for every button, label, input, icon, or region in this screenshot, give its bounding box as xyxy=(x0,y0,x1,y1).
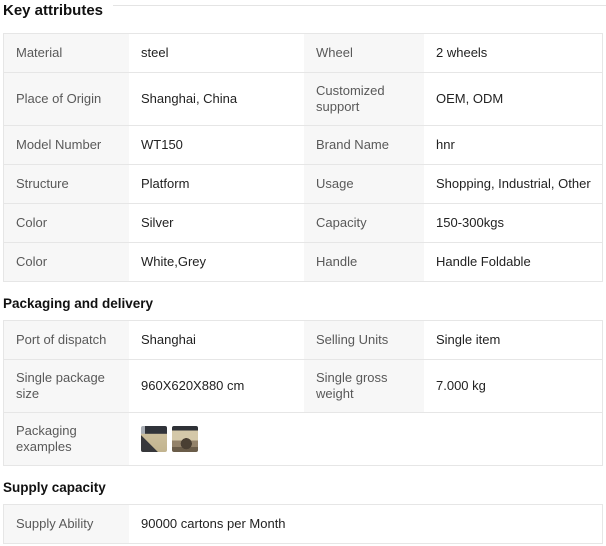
attr-value: 7.000 kg xyxy=(436,378,486,393)
key-attributes-title: Key attributes xyxy=(3,2,104,19)
attr-value: 960X620X880 cm xyxy=(141,378,245,393)
attr-label: Brand Name xyxy=(304,126,424,164)
attr-label: Material xyxy=(4,34,129,72)
attr-value: 2 wheels xyxy=(436,45,488,60)
table-row xyxy=(4,164,602,203)
key-attributes-table xyxy=(3,33,603,282)
attr-label: Color xyxy=(4,243,129,281)
table-row xyxy=(4,242,602,281)
carton-stack-photo-2[interactable] xyxy=(172,426,198,452)
attr-label: Wheel xyxy=(304,34,424,72)
product-attributes-page xyxy=(0,2,606,544)
table-row xyxy=(4,505,602,543)
packaging-example-thumbnails xyxy=(129,413,602,465)
attr-label: Place of Origin xyxy=(4,73,129,125)
packaging-title: Packaging and delivery xyxy=(3,296,154,311)
attr-value: hnr xyxy=(436,137,455,152)
table-row xyxy=(4,321,602,359)
attr-label: Structure xyxy=(4,165,129,203)
attr-value: White,Grey xyxy=(141,254,207,269)
table-row xyxy=(4,203,602,242)
attr-label: Single package size xyxy=(4,360,129,412)
table-row xyxy=(4,72,602,125)
heading-divider xyxy=(113,5,606,6)
attr-label: Single gross weight xyxy=(304,360,424,412)
table-row xyxy=(4,34,602,72)
attr-label: Packaging examples xyxy=(4,413,129,465)
attr-label: Supply Ability xyxy=(4,505,129,543)
attr-label: Capacity xyxy=(304,204,424,242)
carton-stack-photo-1[interactable] xyxy=(141,426,167,452)
attr-value: Shopping, Industrial, Other xyxy=(436,176,591,191)
attr-value: 90000 cartons per Month xyxy=(141,516,286,531)
attr-label: Selling Units xyxy=(304,321,424,359)
attr-label: Model Number xyxy=(4,126,129,164)
attr-value: Silver xyxy=(141,215,174,230)
attr-value: Handle Foldable xyxy=(436,254,531,269)
supply-capacity-title: Supply capacity xyxy=(3,480,106,495)
table-row-packaging-examples xyxy=(4,412,602,465)
attr-label: Customized support xyxy=(304,73,424,125)
attr-value: Platform xyxy=(141,176,190,191)
attr-value: WT150 xyxy=(141,137,183,152)
supply-capacity-table xyxy=(3,504,603,544)
table-row xyxy=(4,125,602,164)
attr-value: Shanghai xyxy=(141,332,196,347)
attr-label: Usage xyxy=(304,165,424,203)
attr-value: OEM, ODM xyxy=(436,91,504,106)
attr-label: Handle xyxy=(304,243,424,281)
table-row xyxy=(4,359,602,412)
attr-label: Color xyxy=(4,204,129,242)
packaging-table xyxy=(3,320,603,466)
attr-value: Shanghai, China xyxy=(141,91,238,106)
attr-label: Port of dispatch xyxy=(4,321,129,359)
attr-value: Single item xyxy=(436,332,501,347)
attr-value: steel xyxy=(141,45,169,60)
attr-value: 150-300kgs xyxy=(436,215,504,230)
